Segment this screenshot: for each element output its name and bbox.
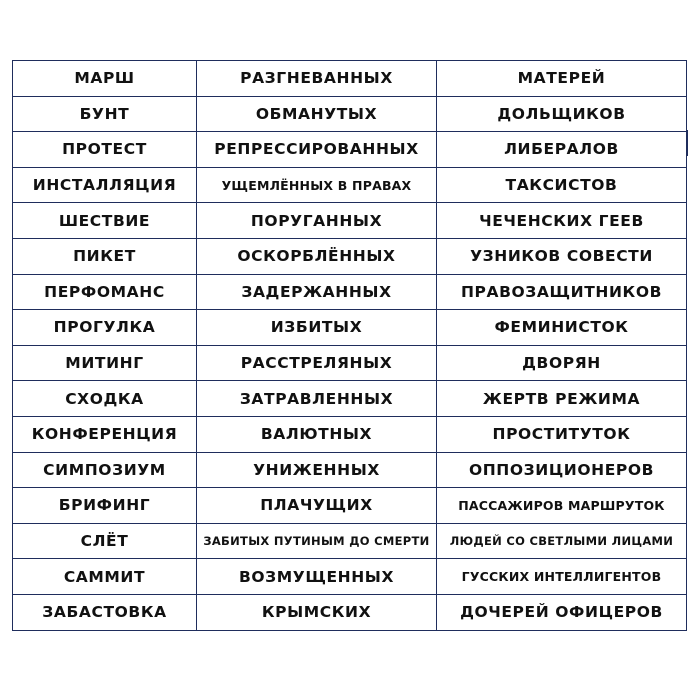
- group-cell: ПРОСТИТУТОК: [437, 416, 687, 452]
- group-cell: ДОЛЬЩИКОВ: [437, 96, 687, 132]
- adjective-cell: ЗАБИТЫХ ПУТИНЫМ ДО СМЕРТИ: [197, 523, 437, 559]
- group-cell: ТАКСИСТОВ: [437, 167, 687, 203]
- event-cell: ПРОГУЛКА: [13, 310, 197, 346]
- table-row: [13, 132, 687, 168]
- table-row: [13, 416, 687, 452]
- phrase-table: [12, 60, 687, 631]
- adjective-cell: ВАЛЮТНЫХ: [197, 416, 437, 452]
- adjective-cell: ОСКОРБЛЁННЫХ: [197, 238, 437, 274]
- edge-mark: [686, 130, 688, 156]
- event-cell: ЗАБАСТОВКА: [13, 594, 197, 630]
- adjective-cell: ПЛАЧУЩИХ: [197, 488, 437, 524]
- event-cell: БРИФИНГ: [13, 488, 197, 524]
- table-row: [13, 274, 687, 310]
- event-cell: ПИКЕТ: [13, 238, 197, 274]
- adjective-cell: ЗАДЕРЖАННЫХ: [197, 274, 437, 310]
- event-cell: САММИТ: [13, 559, 197, 595]
- event-cell: ШЕСТВИЕ: [13, 203, 197, 239]
- group-cell: ЛЮДЕЙ СО СВЕТЛЫМИ ЛИЦАМИ: [437, 523, 687, 559]
- group-cell: ДОЧЕРЕЙ ОФИЦЕРОВ: [437, 594, 687, 630]
- table-row: [13, 96, 687, 132]
- event-cell: МАРШ: [13, 61, 197, 97]
- adjective-cell: ВОЗМУЩЕННЫХ: [197, 559, 437, 595]
- group-cell: МАТЕРЕЙ: [437, 61, 687, 97]
- adjective-cell: ИЗБИТЫХ: [197, 310, 437, 346]
- table-row: [13, 523, 687, 559]
- group-cell: УЗНИКОВ СОВЕСТИ: [437, 238, 687, 274]
- adjective-cell: РЕПРЕССИРОВАННЫХ: [197, 132, 437, 168]
- group-cell: ОППОЗИЦИОНЕРОВ: [437, 452, 687, 488]
- table-row: [13, 310, 687, 346]
- table-row: [13, 559, 687, 595]
- adjective-cell: РАССТРЕЛЯНЫХ: [197, 345, 437, 381]
- group-cell: ПАССАЖИРОВ МАРШРУТОК: [437, 488, 687, 524]
- table-row: [13, 381, 687, 417]
- group-cell: ДВОРЯН: [437, 345, 687, 381]
- adjective-cell: ЗАТРАВЛЕННЫХ: [197, 381, 437, 417]
- event-cell: МИТИНГ: [13, 345, 197, 381]
- table-row: [13, 345, 687, 381]
- event-cell: СИМПОЗИУМ: [13, 452, 197, 488]
- table-row: [13, 452, 687, 488]
- event-cell: ИНСТАЛЛЯЦИЯ: [13, 167, 197, 203]
- group-cell: ПРАВОЗАЩИТНИКОВ: [437, 274, 687, 310]
- group-cell: ЖЕРТВ РЕЖИМА: [437, 381, 687, 417]
- event-cell: БУНТ: [13, 96, 197, 132]
- table-row: [13, 167, 687, 203]
- group-cell: ЧЕЧЕНСКИХ ГЕЕВ: [437, 203, 687, 239]
- event-cell: КОНФЕРЕНЦИЯ: [13, 416, 197, 452]
- adjective-cell: ПОРУГАННЫХ: [197, 203, 437, 239]
- adjective-cell: КРЫМСКИХ: [197, 594, 437, 630]
- event-cell: ПЕРФОМАНС: [13, 274, 197, 310]
- table-row: [13, 594, 687, 630]
- adjective-cell: ОБМАНУТЫХ: [197, 96, 437, 132]
- group-cell: ГУССКИХ ИНТЕЛЛИГЕНТОВ: [437, 559, 687, 595]
- adjective-cell: УЩЕМЛЁННЫХ В ПРАВАХ: [197, 167, 437, 203]
- event-cell: СЛЁТ: [13, 523, 197, 559]
- event-cell: СХОДКА: [13, 381, 197, 417]
- group-cell: ЛИБЕРАЛОВ: [437, 132, 687, 168]
- event-cell: ПРОТЕСТ: [13, 132, 197, 168]
- table-row: [13, 61, 687, 97]
- group-cell: ФЕМИНИСТОК: [437, 310, 687, 346]
- adjective-cell: УНИЖЕННЫХ: [197, 452, 437, 488]
- adjective-cell: РАЗГНЕВАННЫХ: [197, 61, 437, 97]
- table-row: [13, 488, 687, 524]
- table-row: [13, 203, 687, 239]
- table-row: [13, 238, 687, 274]
